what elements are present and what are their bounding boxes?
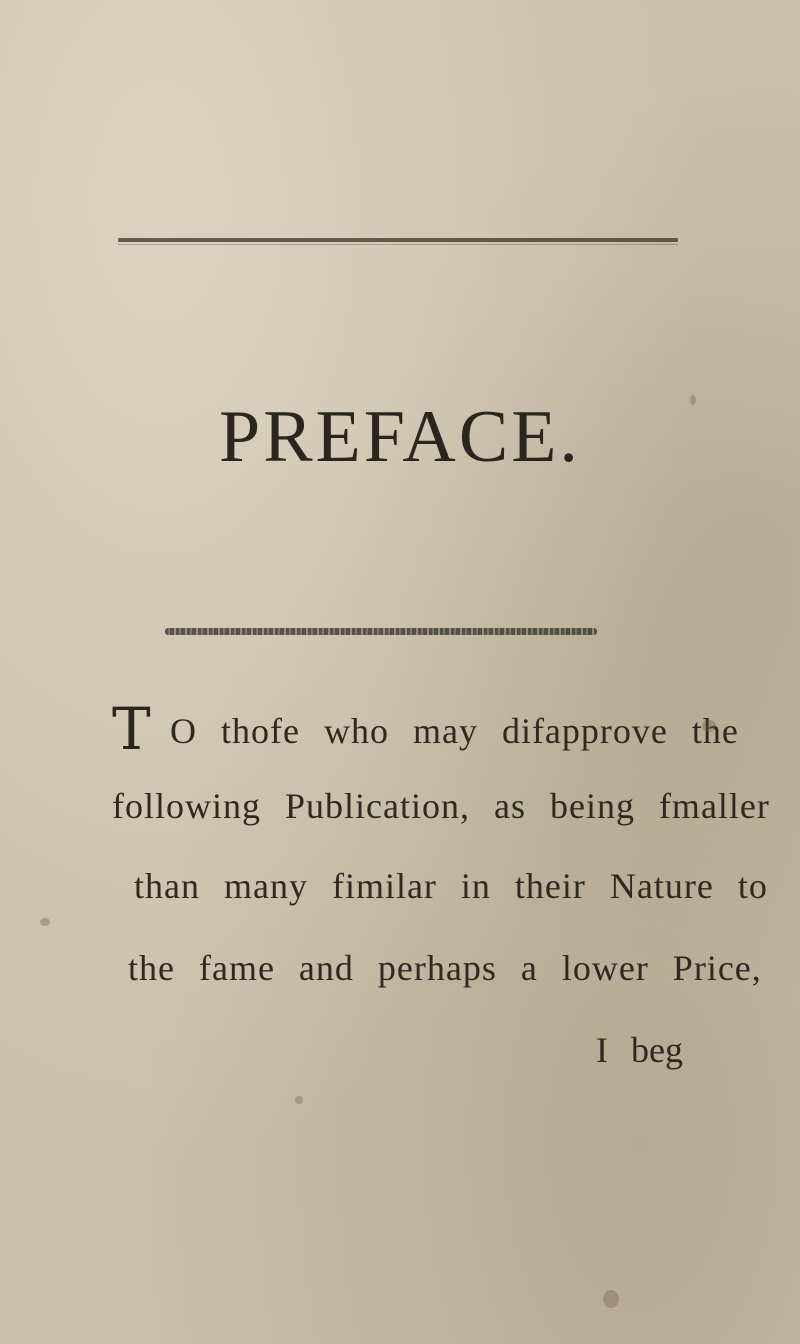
- paper-speck: [690, 395, 696, 405]
- text-line: O thofe who may difapprove the: [170, 711, 739, 751]
- paper-speck: [295, 1096, 303, 1104]
- paper-speck: [603, 1290, 619, 1308]
- text-line: than many fimilar in their Nature to: [134, 866, 768, 906]
- paper-speck: [40, 918, 50, 926]
- top-rule: [118, 238, 678, 242]
- page-title: PREFACE.: [219, 396, 581, 478]
- catchword: I beg: [596, 1030, 683, 1070]
- ornamental-rule: [165, 628, 597, 635]
- drop-cap: T: [112, 695, 151, 763]
- paper-speck: [702, 720, 716, 732]
- text-line: following Publication, as being fmaller: [112, 786, 770, 826]
- text-line: the fame and perhaps a lower Price,: [128, 948, 762, 988]
